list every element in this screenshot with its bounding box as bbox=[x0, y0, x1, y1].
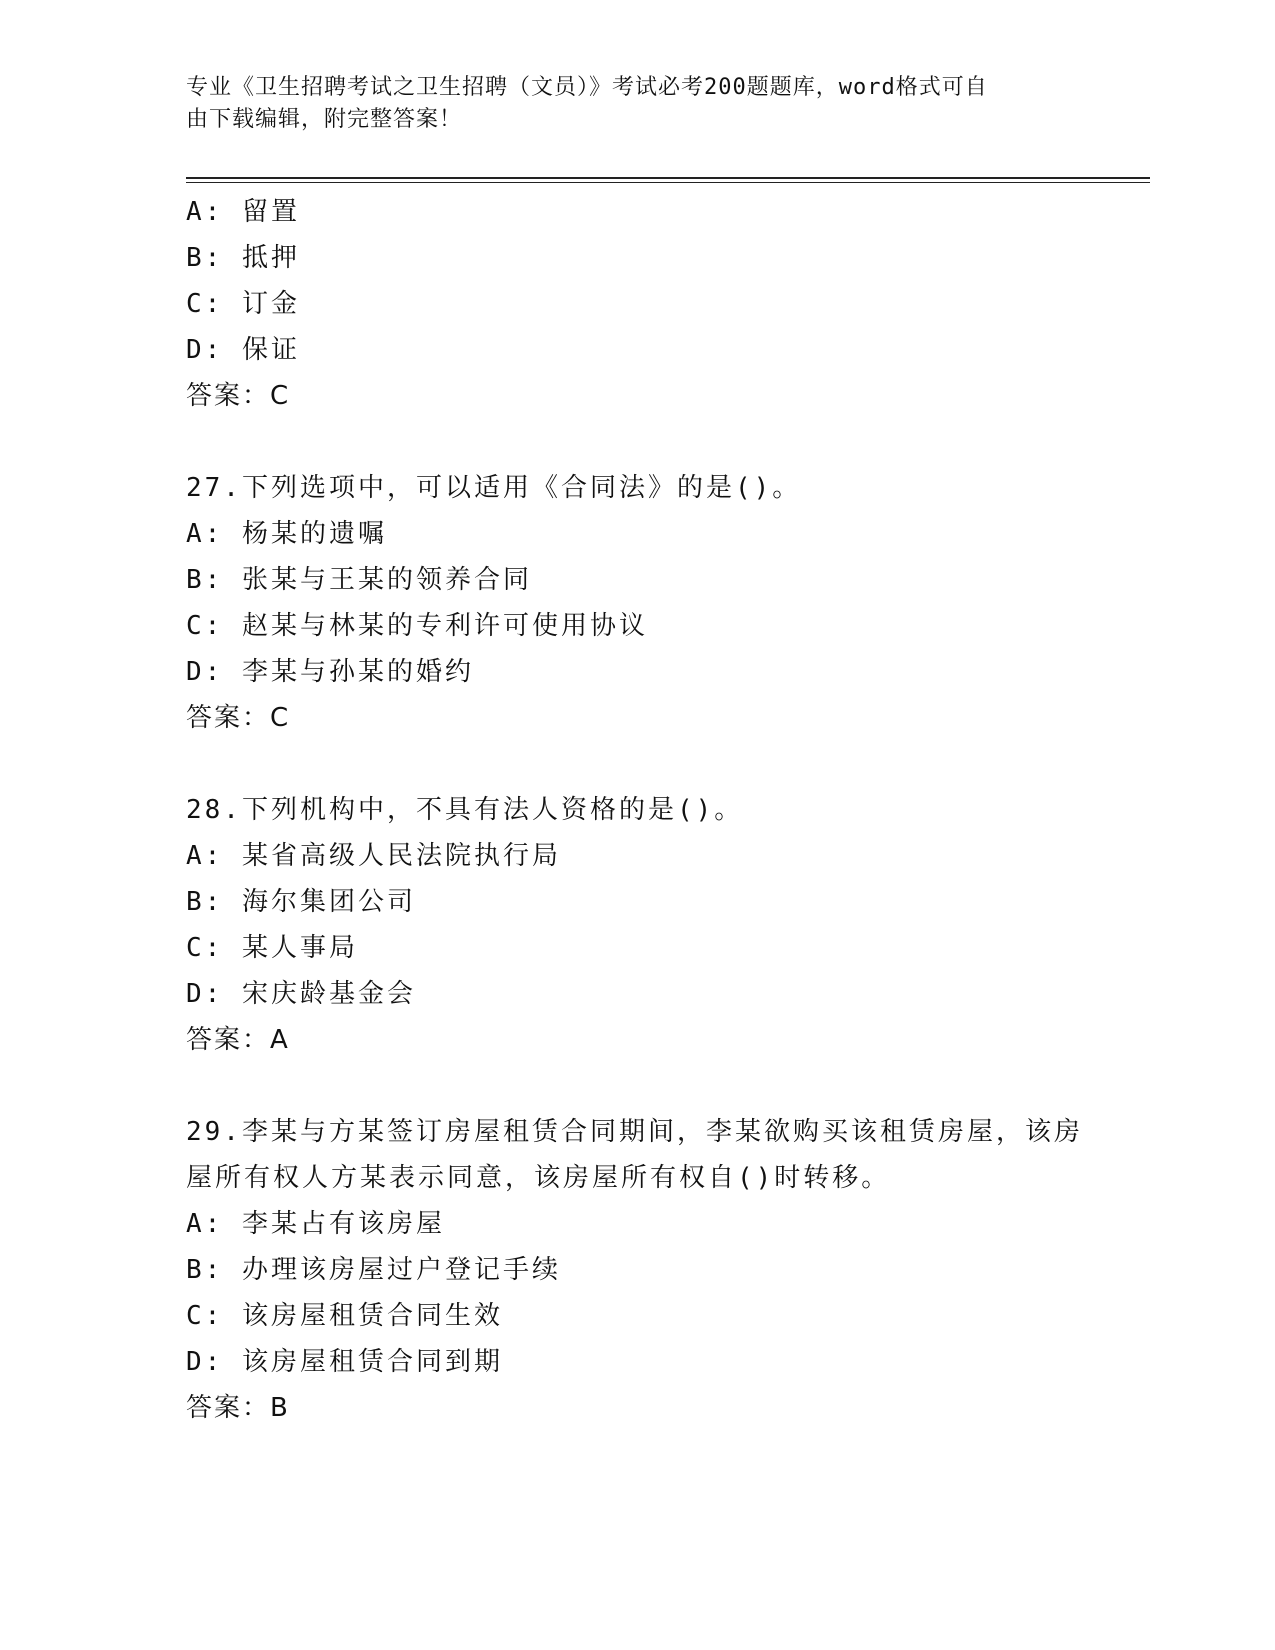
question-block-28 bbox=[186, 787, 1086, 1063]
question-block-26 bbox=[186, 189, 1086, 419]
spacer bbox=[186, 1063, 1086, 1109]
question-block-29 bbox=[186, 1109, 1086, 1431]
option-a: A: 李某占有该房屋 bbox=[186, 1209, 445, 1239]
option-c: C: 赵某与林某的专利许可使用协议 bbox=[186, 611, 648, 641]
option-d: D: 宋庆龄基金会 bbox=[186, 979, 416, 1009]
spacer bbox=[186, 741, 1086, 787]
document-header bbox=[186, 72, 1066, 136]
option-a: A: 杨某的遗嘱 bbox=[186, 519, 387, 549]
answer-line: 答案：C bbox=[186, 703, 291, 733]
answer-line: 答案：B bbox=[186, 1393, 290, 1423]
option-d: D: 李某与孙某的婚约 bbox=[186, 657, 474, 687]
option-c: C: 该房屋租赁合同生效 bbox=[186, 1301, 503, 1331]
option-b: B: 抵押 bbox=[186, 243, 300, 273]
option-c: C: 订金 bbox=[186, 289, 300, 319]
option-a: A: 某省高级人民法院执行局 bbox=[186, 841, 561, 871]
document-body bbox=[186, 189, 1086, 1431]
option-b: B: 办理该房屋过户登记手续 bbox=[186, 1255, 561, 1285]
header-line-2: 由下载编辑，附完整答案！ bbox=[186, 107, 463, 132]
answer-line: 答案：A bbox=[186, 1025, 290, 1055]
spacer bbox=[186, 419, 1086, 465]
option-a: A: 留置 bbox=[186, 197, 300, 227]
question-text-line-1: 29.李某与方某签订房屋租赁合同期间，李某欲购买该租赁房屋，该房 bbox=[186, 1117, 1083, 1147]
question-text: 28.下列机构中，不具有法人资格的是()。 bbox=[186, 795, 744, 825]
header-line-1: 专业《卫生招聘考试之卫生招聘（文员）》考试必考200题题库，word格式可自 bbox=[186, 75, 988, 100]
option-b: B: 张某与王某的领养合同 bbox=[186, 565, 532, 595]
option-d: D: 该房屋租赁合同到期 bbox=[186, 1347, 503, 1377]
answer-line: 答案：C bbox=[186, 381, 291, 411]
option-d: D: 保证 bbox=[186, 335, 300, 365]
option-c: C: 某人事局 bbox=[186, 933, 358, 963]
option-b: B: 海尔集团公司 bbox=[186, 887, 416, 917]
header-divider-thick bbox=[186, 177, 1150, 179]
question-text-line-2: 屋所有权人方某表示同意，该房屋所有权自()时转移。 bbox=[186, 1163, 891, 1193]
question-block-27 bbox=[186, 465, 1086, 741]
question-text: 27.下列选项中，可以适用《合同法》的是()。 bbox=[186, 473, 802, 503]
header-divider-thin bbox=[186, 182, 1150, 183]
